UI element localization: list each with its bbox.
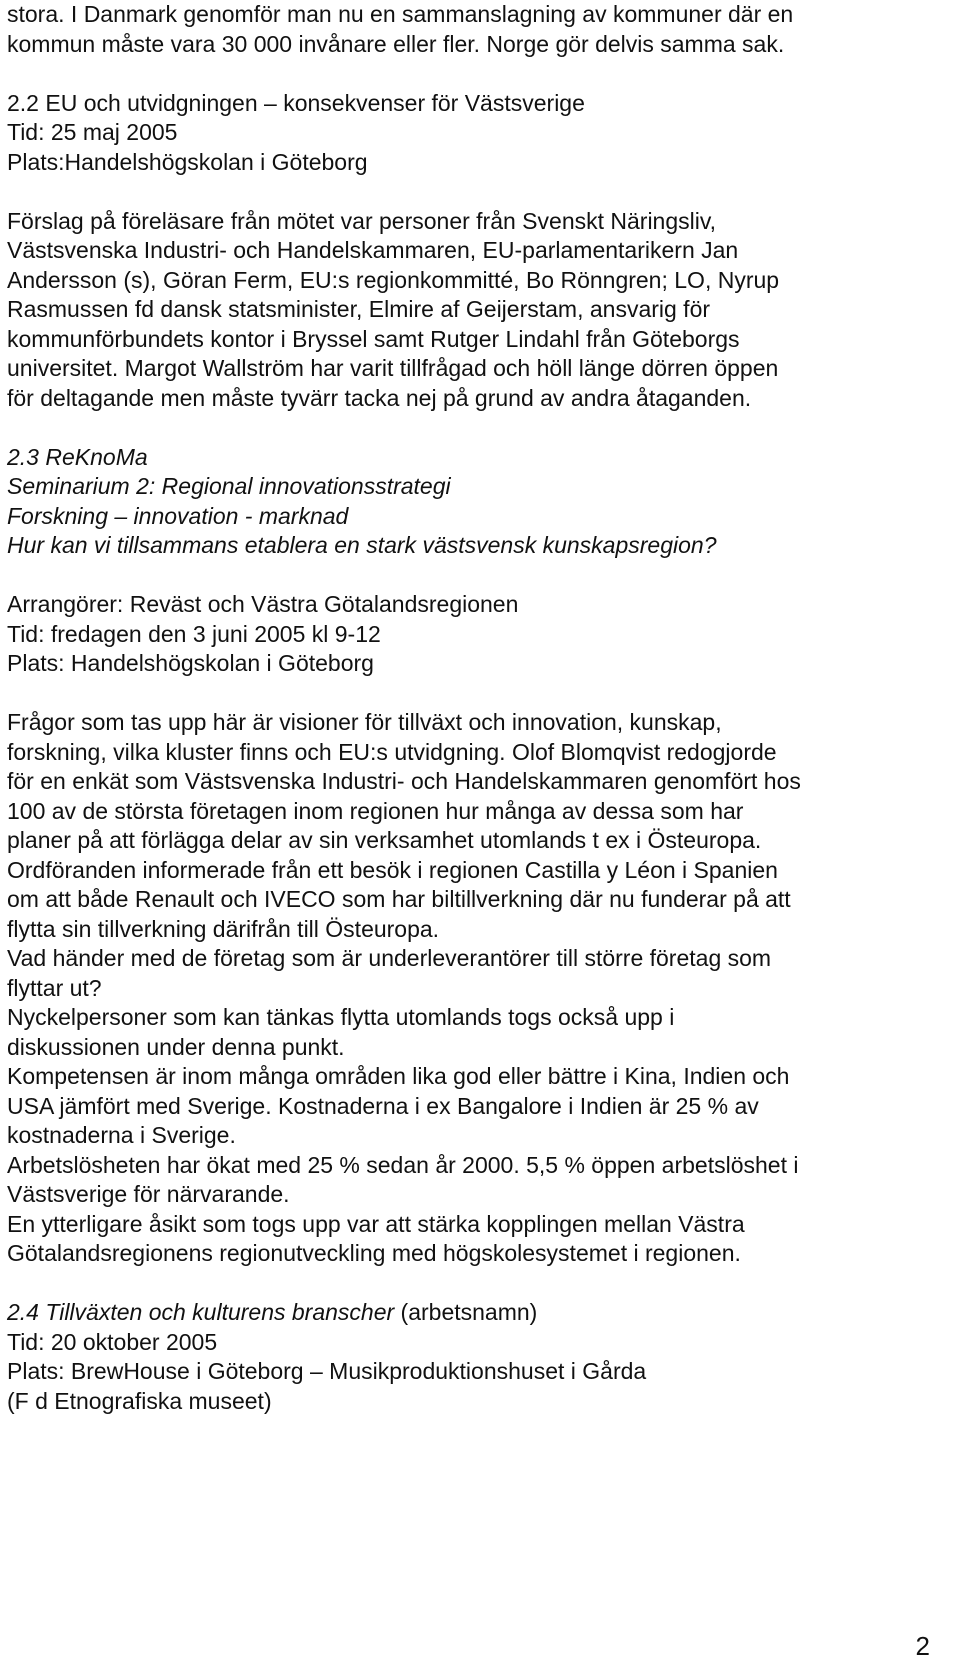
text-line: kostnaderna i Sverige. (7, 1122, 236, 1148)
text-line: Kompetensen är inom många områden lika god eller bättre i Kina, Indien och (7, 1063, 790, 1089)
event-organizers: Arrangörer: Reväst och Västra Götalandsregionen (7, 591, 519, 617)
text-line: kommun måste vara 30 000 invånare eller fler. Norge gör delvis samma sak. (7, 30, 785, 57)
text-line: kommunförbundets kontor i Bryssel samt Rutger Lindahl från Göteborgs (7, 325, 740, 352)
text-line: Förslag på föreläsare från mötet var personer från Svenskt Näringsliv, (7, 207, 717, 234)
text-line: Rasmussen fd dansk statsminister, Elmire af Geijerstam, ansvarig för (7, 296, 711, 322)
text-line: Arbetslösheten har ökat med 25 % sedan år 2000. 5,5 % öppen arbetslöshet i (7, 1151, 799, 1178)
seminar-title: Seminarium 2: Regional innovationsstrategi (7, 473, 451, 499)
text-line: Vad händer med de företag som är underleverantörer till större företag som (7, 945, 772, 971)
text-line: Västsverige för närvarande. (7, 1181, 290, 1207)
section-2-3 (7, 443, 952, 1269)
section-heading: 2.2 EU och utvidgningen – konsekvenser för Västsverige (7, 89, 585, 116)
event-date: Tid: fredagen den 3 juni 2005 kl 9-12 (7, 620, 381, 647)
text-line: för en enkät som Västsvenska Industri- och Handelskammaren genomfört hos (7, 768, 801, 794)
section-heading-note: (arbetsnamn) (394, 1299, 538, 1325)
text-line: Nyckelpersoner som kan tänkas flytta utomlands togs också upp i (7, 1004, 675, 1030)
seminar-subtitle: Forskning – innovation - marknad (7, 502, 349, 529)
page-number: 2 (915, 1631, 930, 1661)
text-line: stora. I Danmark genomför man nu en sammanslagning av kommuner där en (7, 1, 794, 27)
text-line: diskussionen under denna punkt. (7, 1033, 345, 1060)
event-place: Plats:Handelshögskolan i Göteborg (7, 148, 368, 175)
event-place: Plats: BrewHouse i Göteborg – Musikproduktionshuset i Gårda (7, 1358, 647, 1384)
section-body (7, 708, 952, 1269)
text-line: Andersson (s), Göran Ferm, EU:s regionkommitté, Bo Rönngren; LO, Nyrup (7, 266, 780, 293)
section-body (7, 207, 952, 414)
text-line: Frågor som tas upp här är visioner för tillväxt och innovation, kunskap, (7, 709, 722, 735)
text-line: Västsvenska Industri- och Handelskammaren, EU-parlamentarikern Jan (7, 237, 739, 263)
section-heading: 2.3 ReKnoMa (7, 443, 148, 470)
text-line: om att både Renault och IVECO som har biltillverkning där nu funderar på att (7, 886, 791, 912)
text-line: flytta sin tillverkning därifrån till Östeuropa. (7, 915, 440, 942)
text-line: USA jämfört med Sverige. Kostnaderna i ex Bangalore i Indien är 25 % av (7, 1092, 759, 1119)
intro-paragraph (7, 0, 952, 59)
section-2-4 (7, 1298, 952, 1416)
event-date: Tid: 25 maj 2005 (7, 119, 178, 145)
text-line: En ytterligare åsikt som togs upp var att stärka kopplingen mellan Västra (7, 1210, 745, 1237)
section-2-2 (7, 89, 952, 414)
text-line: universitet. Margot Wallström har varit tillfrågad och höll länge dörren öppen (7, 355, 779, 381)
text-line: för deltagande men måste tyvärr tacka nej på grund av andra åtaganden. (7, 384, 752, 411)
text-line: flyttar ut? (7, 974, 102, 1001)
text-line: 100 av de största företagen inom regionen hur många av dessa som har (7, 797, 744, 824)
event-date: Tid: 20 oktober 2005 (7, 1328, 218, 1355)
text-line: Götalandsregionens regionutveckling med högskolesystemet i regionen. (7, 1240, 741, 1266)
text-line: forskning, vilka kluster finns och EU:s utvidgning. Olof Blomqvist redogjorde (7, 738, 777, 765)
text-line: Ordföranden informerade från ett besök i regionen Castilla y Léon i Spanien (7, 856, 778, 883)
document-page (7, 0, 952, 1416)
seminar-question: Hur kan vi tillsammans etablera en stark västsvensk kunskapsregion? (7, 532, 717, 558)
section-heading-italic: 2.4 Tillväxten och kulturens branscher (7, 1299, 395, 1325)
event-place-note: (F d Etnografiska museet) (7, 1387, 272, 1414)
text-line: planer på att förlägga delar av sin verksamhet utomlands t ex i Östeuropa. (7, 827, 762, 853)
section-heading (7, 1298, 952, 1328)
event-place: Plats: Handelshögskolan i Göteborg (7, 650, 374, 676)
